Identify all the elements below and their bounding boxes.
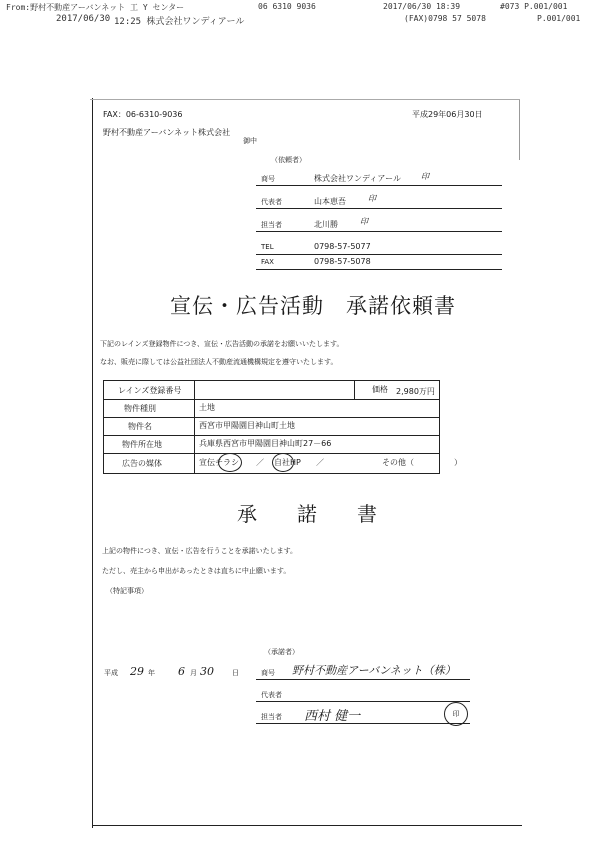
approval-date-day-unit: 日 [232,669,239,677]
fax-header-timestamp: 2017/06/30 18:39 [383,2,461,11]
approver-row-company [256,660,470,680]
requester-representative-value: 山本恵吾 [314,197,346,206]
special-notes-heading: （特記事項） [106,587,148,595]
requester-staff-label: 担当者 [261,221,282,229]
consent-line-2: ただし、売主から申出があったときは直ちに中止願います。 [102,567,291,575]
property-location-label: 物件所在地 [122,440,162,449]
requester-row-staff [256,214,502,232]
consent-line-1: 上記の物件につき、宣伝・広告を行うことを承諾いたします。 [102,547,298,555]
approval-date [104,664,244,680]
requester-fax-label: FAX [261,258,274,266]
requester-row-fax [256,254,502,270]
requester-staff-mark: 印 [360,217,368,226]
recipient-honorific: 御中 [243,137,257,145]
approver-row-representative [256,684,470,702]
consent-title: 承 諾 書 [237,502,377,526]
approver-seal-stamp-text: 印 [452,710,460,718]
ad-media-separator-1: ／ [256,458,264,467]
frame-right-line [519,100,520,160]
reins-number-label: レインズ登録番号 [118,386,182,395]
requester-company-mark: 印 [421,172,429,181]
fax-header-sender: From:野村不動産アーバンネット 工 Y センター [6,3,185,12]
frame-bottom-line [92,825,522,826]
approval-date-month-unit: 月 [190,669,197,677]
frame-left-line [92,98,93,828]
price-value: 2,980万円 [396,387,435,396]
approval-date-year-unit: 年 [148,669,155,677]
requester-representative-label: 代表者 [261,198,282,206]
approval-date-month: 6 [178,665,185,678]
selected-circle-website [272,453,294,472]
ad-media-website: 自社HP [274,458,301,467]
property-type-value: 土地 [199,403,215,412]
requester-company-label: 商号 [261,175,275,183]
ad-media-other: その他（ ） [382,458,462,467]
approval-date-year: 29 [130,665,144,678]
fax-header-page: #073 P.001/001 [500,2,568,11]
approver-representative-label: 代表者 [261,691,282,699]
property-type-label: 物件種別 [124,404,156,413]
requester-representative-mark: 印 [368,194,376,203]
fax-header-page-2: P.001/001 [537,14,581,23]
approver-row-staff [256,704,470,724]
property-name-label: 物件名 [128,422,152,431]
price-label: 価格 [372,385,388,394]
approver-company-value: 野村不動産アーバンネット（株） [292,664,456,677]
property-name-value: 西宮市甲陽園目神山町土地 [199,421,295,430]
requester-tel-label: TEL [261,243,274,251]
approver-staff-label: 担当者 [261,713,282,721]
approver-staff-signature: 西村 健一 [304,709,361,724]
document-title: 宣伝・広告活動 承諾依頼書 [170,294,456,318]
selected-circle-flyer [218,453,242,472]
frame-top-line [90,99,520,100]
fax-header-fax-number: 06 6310 9036 [258,2,316,11]
ad-media-flyer: 宣伝チラシ [199,458,239,467]
requester-row-tel [256,237,502,255]
fax-header-reply-fax: (FAX)0798 57 5078 [404,14,486,23]
requester-staff-value: 北川勝 [314,220,338,229]
approval-date-era: 平成 [104,669,118,677]
approver-company-label: 商号 [261,669,275,677]
document-date: 平成29年06月30日 [412,110,483,119]
ad-media-label: 広告の媒体 [122,459,162,468]
intro-line-1: 下記のレインズ登録物件につき、宣伝・広告活動の承諾をお願いいたします。 [100,340,344,348]
requester-tel-value: 0798-57-5077 [314,242,371,251]
property-table [103,380,462,474]
intro-line-2: なお、販売に際しては公益社団法人不動産流通機構規定を遵守いたします。 [100,358,338,366]
requester-heading: （依頼者） [271,156,306,164]
requester-company-value: 株式会社ワンディアール [314,174,401,183]
ad-media-separator-2: ／ [316,458,324,467]
approver-seal-stamp [444,702,468,726]
recipient-company: 野村不動産アーバンネット株式会社 [103,128,231,137]
approval-date-day: 30 [200,665,214,678]
fax-header-date: 2017/06/30 [56,14,111,24]
approver-heading: （承諾者） [264,648,299,656]
requester-fax-value: 0798-57-5078 [314,257,371,266]
recipient-fax: FAX：06-6310-9036 [103,110,183,119]
requester-row-company [256,168,502,186]
requester-row-representative [256,191,502,209]
fax-header-sender-company: 12:25 株式会社ワンディアール [114,17,245,27]
property-location-value: 兵庫県西宮市甲陽園目神山町27－66 [199,439,332,448]
